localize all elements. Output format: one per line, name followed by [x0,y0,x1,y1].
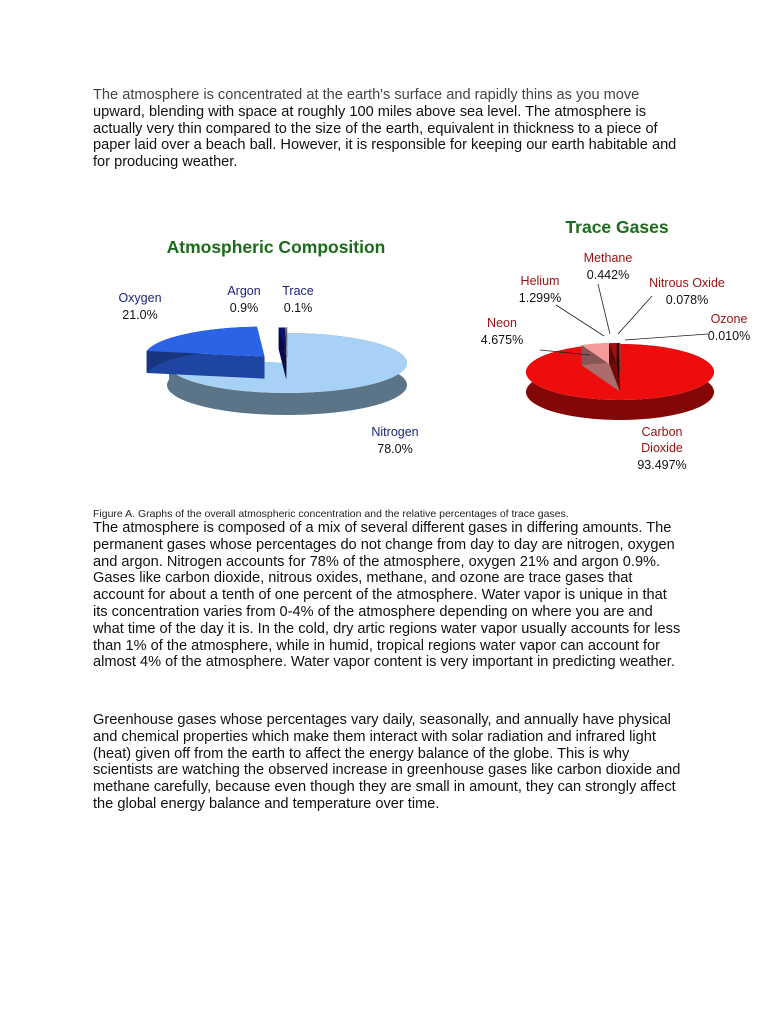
charts-figure [0,0,768,500]
chart2-label-nitrous-oxide: Nitrous Oxide 0.078% [649,276,725,307]
chart2-leader-line [618,296,652,334]
chart2-label-helium: Helium 1.299% [518,274,562,305]
chart2-leader-line [598,284,610,334]
chart2-label-carbon-dioxide: Carbon Dioxide 93.497% [637,425,687,472]
chart1-label-argon: Argon 0.9% [227,284,261,315]
chart2-label-methane: Methane 0.442% [583,251,633,282]
chart2-title: Trace Gases [565,217,669,237]
chart1-label-oxygen: Oxygen 21.0% [118,291,162,322]
chart2-leader-line [625,334,708,340]
chart1-title: Atmospheric Composition [166,237,386,257]
chart2-label-ozone: Ozone 0.010% [707,312,751,343]
chart1-label-trace: Trace 0.1% [282,284,314,315]
composition-paragraph: The atmosphere is composed of a mix of several different gases in differing amounts. The permanent gases whose percentages do not change from day to day are nitrogen, oxygen and argon. Nitrogen accounts for 78% of the atmosphere, oxygen 21% and argon 0.9%. Gases like carbon dioxide, nitrous oxides, methane, and ozone are trace gases that account for about a tenth of one percent of the atmosphere. Water vapor is unique in that its concentration varies from 0-4% of the atmosphere depending on where you are and what time of the day it is. In the cold, dry artic regions water vapor usually accounts for less than 1% of the atmosphere, while in humid, tropical regions water vapor can account for almost 4% of the atmosphere. Water vapor content is very important in predicting weather. [93,520,681,671]
chart2-label-neon: Neon 4.675% [480,316,524,347]
chart1-slice-oxygen [147,327,265,379]
intro-rest: upward, blending with space at roughly 100 miles above sea level. The atmosphere is actually very thin compared to the size of the earth, equivalent in thickness to a piece of paper laid over a beach ball. However, it is responsible for keeping our earth habitable and for producing weather. [93,103,677,171]
chart2-leader-line [556,305,604,336]
intro-first-line: The atmosphere is concentrated at the earth's surface and rapidly thins as you move [93,87,640,103]
chart1-label-nitrogen: Nitrogen 78.0% [371,425,419,456]
figure-caption: Figure A. Graphs of the overall atmospheric concentration and the relative percentages of trace gases. [93,508,569,520]
greenhouse-paragraph: Greenhouse gases whose percentages vary daily, seasonally, and annually have physical and chemical properties which make them interact with solar radiation and infrared light (heat) given off from the earth to affect the energy balance of the globe. This is why scientists are watching the observed increase in greenhouse gases like carbon dioxide and methane carefully, because even though they are small in amount, they can strongly affect the global energy balance and temperature over time. [93,712,681,812]
